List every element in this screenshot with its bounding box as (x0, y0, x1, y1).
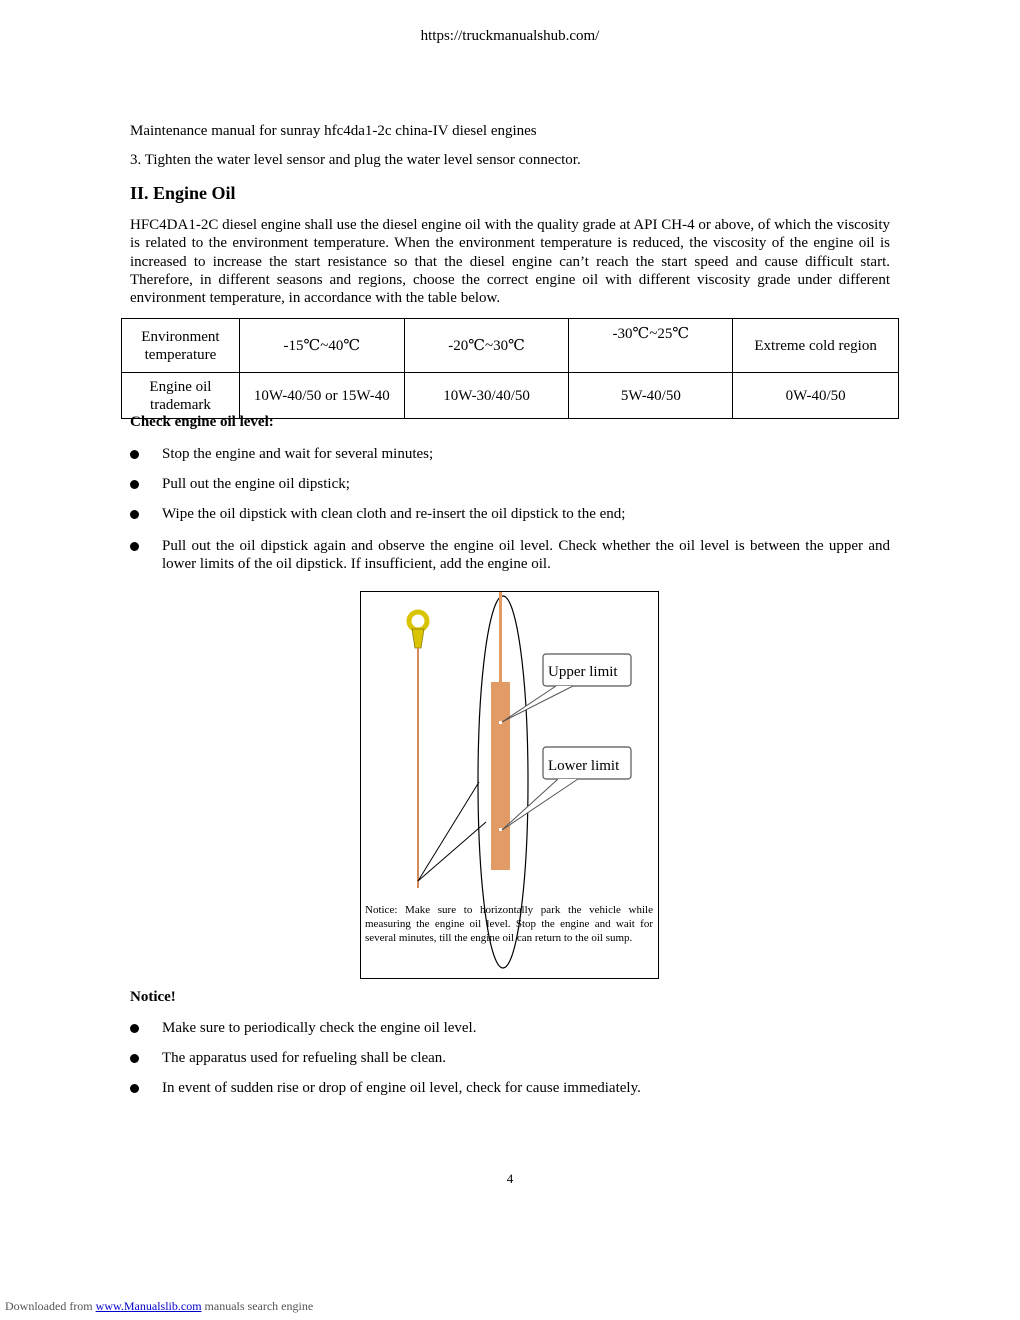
table-cell: 5W-40/50 (569, 373, 733, 419)
bullet-icon (130, 1054, 139, 1063)
list-item (130, 1049, 890, 1067)
list-item-text: Wipe the oil dipstick with clean cloth and re-insert the oil dipstick to the end; (162, 506, 626, 522)
list-item (130, 445, 890, 463)
intro-paragraph: HFC4DA1-2C diesel engine shall use the diesel engine oil with the quality grade at API CH-4 or above, of which the viscosity is related to the environment temperature. When the environment temperature is reduced, the viscosity of the engine oil is increased to increase the start resistance so that the diesel engine can’t reach the start speed and cause difficult start. Therefore, in different seasons and regions, choose the correct engine oil with different viscosity grade under different environment temperature, in accordance with the table below. (130, 217, 890, 307)
list-item-text: In event of sudden rise or drop of engine oil level, check for cause immediately. (162, 1080, 641, 1096)
list-item (130, 537, 890, 573)
footer (5, 1299, 313, 1314)
step-text: 3. Tighten the water level sensor and plug the water level sensor connector. (130, 152, 581, 168)
check-oil-heading: Check engine oil level: (130, 414, 274, 430)
list-item (130, 1079, 890, 1097)
list-item-text: Make sure to periodically check the engine oil level. (162, 1020, 477, 1036)
figure-note: Notice: Make sure to horizontally park the vehicle while measuring the engine oil level. Stop the engine and wait for several minutes, till the engine oil can return to the oil sump. (365, 904, 653, 944)
dipstick-figure (360, 591, 659, 979)
table-cell: -15℃~40℃ (239, 319, 404, 373)
table-row (122, 373, 899, 419)
header-url: https://truckmanualshub.com/ (420, 28, 600, 44)
list-item-text: The apparatus used for refueling shall be clean. (162, 1050, 447, 1066)
table-cell: Extreme cold region (733, 319, 899, 373)
list-item (130, 505, 890, 523)
manualslib-link[interactable]: www.Manualslib.com (95, 1299, 202, 1313)
oil-viscosity-table (121, 318, 899, 419)
footer-prefix: Downloaded from (5, 1299, 93, 1313)
lower-limit-label: Lower limit (548, 758, 620, 774)
running-title: Maintenance manual for sunray hfc4da1-2c china-IV diesel engines (130, 123, 537, 139)
page-number: 4 (506, 1171, 514, 1186)
table-cell: Environment temperature (122, 319, 240, 373)
table-row (122, 319, 899, 373)
table-cell: 10W-30/40/50 (404, 373, 569, 419)
upper-limit-label: Upper limit (548, 664, 618, 680)
footer-suffix: manuals search engine (204, 1299, 314, 1313)
list-item (130, 1019, 890, 1037)
bullet-icon (130, 1024, 139, 1033)
list-item-text: Stop the engine and wait for several minutes; (162, 446, 434, 462)
list-item-text: Pull out the oil dipstick again and observe the engine oil level. Check whether the oil level is between the upper and lower limits of the oil dipstick. If insufficient, add the engine oil. (162, 538, 890, 572)
table-cell: Engine oil trademark (122, 373, 240, 419)
table-cell: 10W-40/50 or 15W-40 (239, 373, 404, 419)
list-item-text: Pull out the engine oil dipstick; (162, 476, 350, 492)
list-item (130, 475, 890, 493)
bullet-icon (130, 1084, 139, 1093)
bullet-icon (130, 510, 139, 519)
bullet-icon (130, 450, 139, 459)
notice-heading: Notice! (130, 989, 176, 1005)
bullet-icon (130, 542, 139, 551)
section-heading: II. Engine Oil (130, 183, 236, 203)
table-cell: 0W-40/50 (733, 373, 899, 419)
dipstick-handle-icon (409, 612, 427, 648)
bullet-icon (130, 480, 139, 489)
table-cell: -30℃~25℃ (569, 319, 733, 373)
table-cell: -20℃~30℃ (404, 319, 569, 373)
